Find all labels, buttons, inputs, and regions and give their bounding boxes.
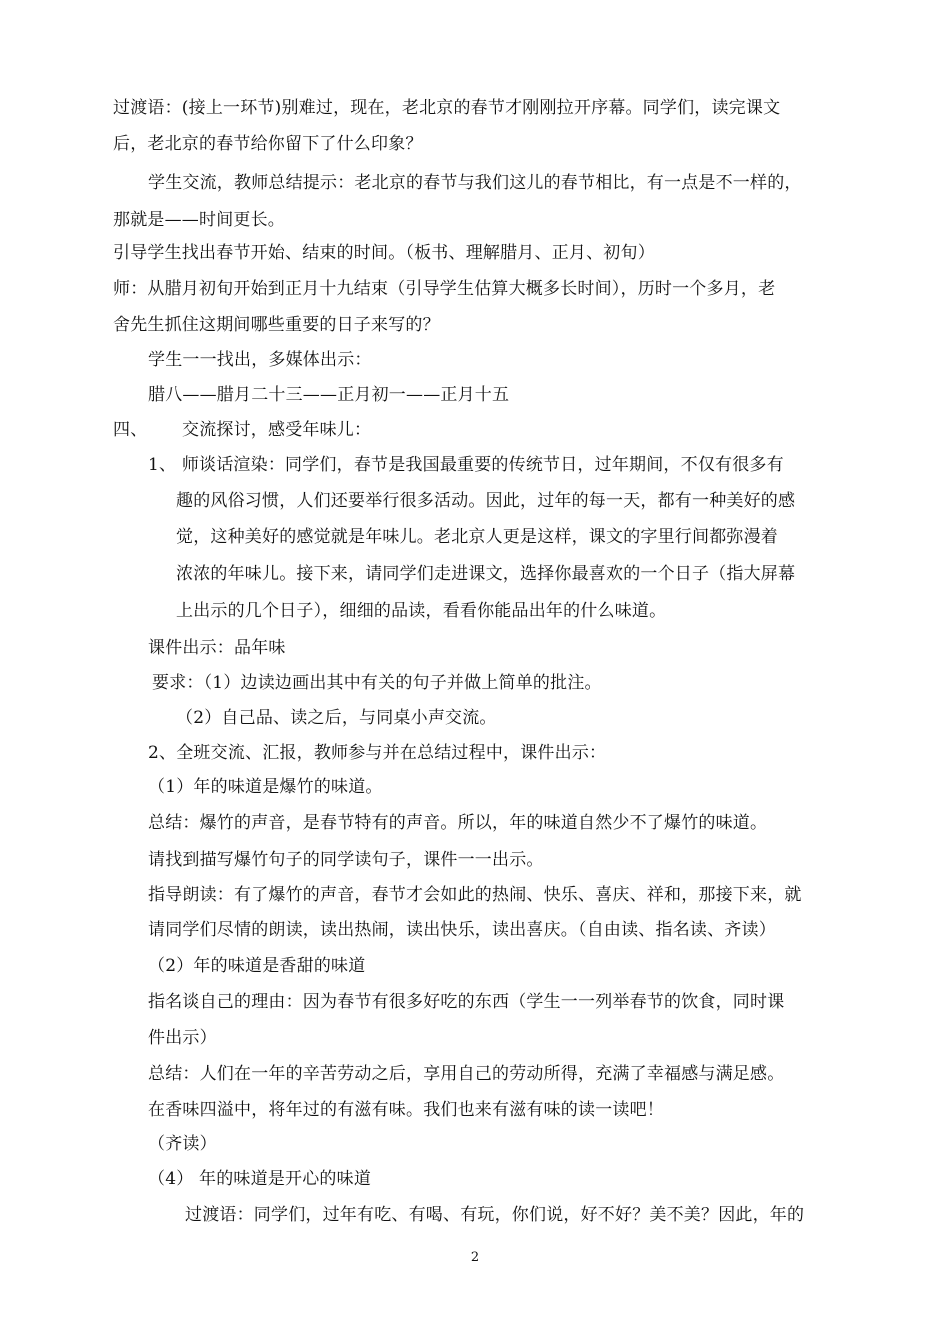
text-line: 1、 师谈话渲染：同学们，春节是我国最重要的传统节日，过年期间，不仅有很多有 [148, 455, 784, 475]
text-line: 浓浓的年味儿。接下来，请同学们走进课文，选择你最喜欢的一个日子（指大屏幕 [176, 564, 796, 584]
text-line: 上出示的几个日子），细细的品读，看看你能品出年的什么味道。 [176, 601, 667, 621]
text-line: （4） 年的味道是开心的味道 [148, 1169, 372, 1189]
text-line: 要求：（1）边读边画出其中有关的句子并做上简单的批注。 [152, 673, 602, 693]
text-line: 后，老北京的春节给你留下了什么印象？ [113, 134, 423, 154]
text-line: 2、全班交流、汇报，教师参与并在总结过程中，课件出示： [148, 743, 607, 763]
text-line: 腊八——腊月二十三——正月初一——正月十五 [148, 385, 510, 405]
text-line: （1）年的味道是爆竹的味道。 [148, 777, 383, 797]
text-line: 件出示） [148, 1028, 217, 1048]
text-line: 觉，这种美好的感觉就是年味儿。老北京人更是这样，课文的字里行间都弥漫着 [176, 527, 778, 547]
text-line: 舍先生抓住这期间哪些重要的日子来写的？ [113, 315, 440, 335]
text-line: 引导学生找出春节开始、结束的时间。（板书、理解腊月、正月、初旬） [113, 243, 655, 263]
text-line: 过渡语：同学们，过年有吃、有喝、有玩，你们说，好不好？美不美？因此，年的 [185, 1205, 805, 1225]
text-line: （2）年的味道是香甜的味道 [148, 956, 366, 976]
text-line: （齐读） [148, 1134, 217, 1154]
text-line: 趣的风俗习惯，人们还要举行很多活动。因此，过年的每一天，都有一种美好的感 [176, 491, 796, 511]
text-line: 在香味四溢中，将年过的有滋有味。我们也来有滋有味的读一读吧！ [148, 1100, 664, 1120]
text-line: 总结：人们在一年的辛苦劳动之后，享用自己的劳动所得，充满了幸福感与满足感。 [148, 1064, 785, 1084]
text-line: 课件出示：品年味 [148, 638, 286, 658]
section-heading: 交流探讨，感受年味儿： [182, 420, 372, 440]
text-line: 指导朗读：有了爆竹的声音，春节才会如此的热闹、快乐、喜庆、祥和，那接下来，就 [148, 885, 802, 905]
section-number: 四、 [113, 420, 148, 440]
text-line: 请同学们尽情的朗读，读出热闹，读出快乐，读出喜庆。（自由读、指名读、齐读） [148, 920, 776, 940]
text-line: 指名谈自己的理由：因为春节有很多好吃的东西（学生一一列举春节的饮食，同时课 [148, 992, 785, 1012]
text-line: 学生交流，教师总结提示：老北京的春节与我们这儿的春节相比，有一点是不一样的， [148, 173, 802, 193]
text-line: 过渡语：(接上一环节)别难过，现在，老北京的春节才刚刚拉开序幕。同学们，读完课文 [113, 98, 781, 118]
text-line: 那就是——时间更长。 [113, 210, 285, 230]
text-line: 总结：爆竹的声音，是春节特有的声音。所以，年的味道自然少不了爆竹的味道。 [148, 813, 768, 833]
page-number: 2 [470, 1250, 480, 1265]
text-line: 学生一一找出，多媒体出示： [148, 350, 372, 370]
text-line: （2）自己品、读之后，与同桌小声交流。 [176, 708, 497, 728]
text-line: 请找到描写爆竹句子的同学读句子，课件一一出示。 [148, 850, 544, 870]
text-line: 师：从腊月初旬开始到正月十九结束（引导学生估算大概多长时间），历时一个多月，老 [113, 279, 776, 299]
